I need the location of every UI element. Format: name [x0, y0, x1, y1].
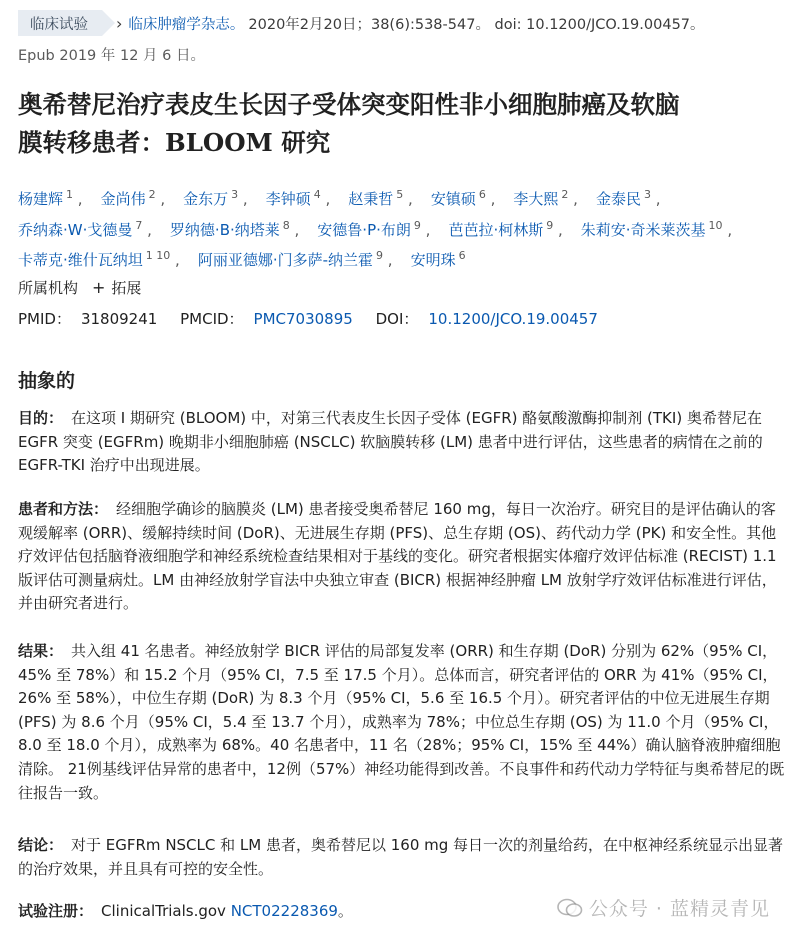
- pmcid-link[interactable]: PMC7030895: [253, 310, 353, 328]
- author-name: 金尚伟: [100, 190, 146, 208]
- author-link[interactable]: [348, 190, 403, 208]
- affiliation-number: 3: [231, 188, 239, 201]
- registration-label: 试验注册：: [18, 902, 94, 920]
- author-name: 卡蒂克·维什瓦纳坦: [18, 251, 143, 269]
- doi-label: DOI：: [375, 310, 419, 328]
- identifier-row: [18, 308, 616, 329]
- affiliation-number: 1 10: [145, 249, 171, 262]
- author-name: 朱莉安·奇米莱茨基: [580, 220, 706, 239]
- author-separator: ,: [142, 220, 152, 239]
- author-name: 杨建辉: [18, 190, 64, 208]
- author-link[interactable]: [101, 190, 156, 208]
- plus-icon: +: [92, 278, 106, 297]
- author-separator: ,: [650, 190, 661, 208]
- author-separator: ,: [73, 190, 83, 208]
- affiliation-number: 6: [458, 249, 466, 262]
- citation-header: [18, 10, 790, 36]
- author-separator: ,: [289, 220, 300, 239]
- section-label: 结论：: [18, 836, 64, 854]
- author-name: 安镇硕: [430, 190, 476, 208]
- article-type-badge[interactable]: 临床试验: [18, 10, 102, 36]
- title-line: 奥希替尼治疗表皮生长因子受体突变阳性非小细胞肺癌及软脑: [18, 90, 680, 119]
- author-name: 赵秉哲: [348, 190, 394, 208]
- author-separator: ,: [485, 190, 496, 208]
- affiliation-number: 9: [413, 218, 421, 232]
- section-text: 在这项 I 期研究 (BLOOM) 中，对第三代表皮生长因子受体 (EGFR) 酪氨酸激酶抑制剂 (TKI) 奥希替尼在 EGFR 突变 (EGFRm) 晚期非小细胞肺癌 (NSCLC) 软脑膜转移 (LM) 患者中进行评估，这些患者的病情在之前的 EGFR-TKI 治疗中出现进展。: [18, 409, 763, 475]
- author-separator: ,: [383, 251, 393, 269]
- affiliation-number: 9: [546, 218, 554, 232]
- author-link[interactable]: [317, 218, 421, 239]
- author-list: [18, 182, 788, 274]
- author-link[interactable]: [183, 190, 238, 208]
- author-link[interactable]: [198, 251, 383, 269]
- author-name: 金东万: [183, 190, 229, 208]
- registration-tail: 。: [337, 902, 353, 920]
- affiliation-number: 3: [643, 188, 651, 201]
- journal-link[interactable]: 临床肿瘤学杂志。: [128, 16, 245, 33]
- author-name: 罗纳德·B·纳塔莱: [169, 220, 280, 239]
- abstract-methods: [18, 498, 788, 616]
- citation-line: [116, 13, 705, 34]
- author-separator: ,: [420, 220, 431, 239]
- section-label: 目的：: [18, 409, 64, 427]
- nct-link[interactable]: NCT02228369: [230, 902, 338, 920]
- affiliation-number: 6: [478, 188, 486, 201]
- author-name: 安明珠: [410, 251, 456, 269]
- author-name: 芭芭拉·柯林斯: [448, 220, 544, 239]
- author-link[interactable]: [18, 190, 73, 208]
- expand-label: 拓展: [111, 279, 142, 297]
- section-text: 共入组 41 名患者。神经放射学 BICR 评估的局部复发率 (ORR) 和生存期 (DoR) 分别为 62%（95% CI，45% 至 78%）和 15.2 个月（95% CI，7.5 至 17.5 个月）。总体而言，研究者评估的 ORR 为 41%（95% CI，26% 至 58%），中位生存期 (DoR) 为 8.3 个月（95% CI，5.6 至 16.5 个月）。研究者评估的中位无进展生存期 (PFS) 为 8.6 个月（95% CI，5.4 至 13.7 个月），成熟率为 78%；中位总生存期 (OS) 为 11.0 个月（95% CI，8.0 至 18.0 个月），成熟率为 68%。40 名患者中，11 名（28%；95% CI，15% 至 44%）确认脑脊液肿瘤细胞清除。 21例基线评估异常的患者中，12例（57%）神经功能得到改善。不良事件和药代动力学特征与奥希替尼的既往报告一致。: [18, 642, 785, 802]
- affiliation-number: 4: [313, 188, 321, 201]
- chevron-right-icon: ›: [116, 13, 123, 33]
- section-label: 结果：: [18, 642, 64, 660]
- author-name: 乔纳森·W·戈德曼: [18, 220, 133, 239]
- author-name: 金泰民: [595, 190, 641, 208]
- affiliations-label: 所属机构: [18, 279, 79, 297]
- affiliation-number: 5: [396, 188, 404, 201]
- citation-text: 2020年2月20日；38(6):538-547。 doi: 10.1200/JCO.19.00457。: [248, 16, 705, 33]
- author-name: 安德鲁·P·布朗: [317, 220, 411, 239]
- registration-text: ClinicalTrials.gov: [101, 902, 226, 920]
- affiliation-number: 9: [376, 249, 384, 262]
- author-separator: ,: [722, 220, 733, 239]
- author-link[interactable]: [169, 218, 290, 239]
- pmid-label: PMID：: [18, 310, 71, 328]
- affiliation-number: 2: [148, 188, 156, 201]
- author-separator: ,: [170, 251, 180, 269]
- affiliation-number: 8: [282, 218, 290, 232]
- author-link[interactable]: [596, 190, 651, 208]
- author-separator: ,: [568, 190, 578, 208]
- section-text: 对于 EGFRm NSCLC 和 LM 患者，奥希替尼以 160 mg 每日一次的剂量给药，在中枢神经系统显示出显著的治疗效果，并且具有可控的安全性。: [18, 836, 784, 878]
- epub-date: Epub 2019 年 12 月 6 日。: [18, 48, 205, 64]
- abstract-results: [18, 640, 788, 805]
- abstract-heading: 抽象的: [18, 370, 76, 392]
- section-label: 患者和方法：: [18, 500, 109, 518]
- author-link[interactable]: [411, 251, 466, 269]
- abstract-objective: [18, 407, 788, 478]
- affiliation-number: 10: [708, 218, 723, 232]
- author-separator: ,: [553, 220, 563, 239]
- title-line: 膜转移患者：BLOOM 研究: [18, 128, 331, 157]
- author-link[interactable]: [513, 190, 568, 208]
- article-title: [18, 86, 788, 162]
- author-link[interactable]: [18, 251, 170, 269]
- author-link[interactable]: [266, 190, 321, 208]
- author-separator: ,: [238, 190, 248, 208]
- author-name: 阿丽亚德娜·门多萨-纳兰霍: [197, 251, 374, 269]
- watermark: [557, 894, 770, 921]
- section-text: 经细胞学确诊的脑膜炎 (LM) 患者接受奥希替尼 160 mg，每日一次治疗。研究目的是评估确认的客观缓解率 (ORR)、缓解持续时间 (DoR)、无进展生存期 (PFS)、总生存期 (OS)、药代动力学 (PK) 和安全性。其他疗效评估包括脑脊液细胞学和神经系统检查结果相对于基线的变化。研究者根据实体瘤疗效评估标准 (RECIST) 1.1 版评估可测量病灶。LM 由神经放射学盲法中央独立审查 (BICR) 根据神经肿瘤 LM 放射学疗效评估标准进行评估，并由研究者进行。: [18, 500, 777, 613]
- abstract-conclusion: [18, 834, 788, 881]
- author-link[interactable]: [580, 218, 723, 239]
- author-name: 李大熙: [513, 190, 559, 208]
- affiliation-number: 1: [66, 188, 74, 201]
- author-separator: ,: [320, 190, 331, 208]
- author-link[interactable]: [431, 190, 486, 208]
- watermark-text: 公众号 · 蓝精灵青见: [588, 898, 770, 920]
- wechat-icon: [557, 898, 583, 918]
- author-link[interactable]: [18, 218, 143, 239]
- author-link[interactable]: [448, 218, 554, 239]
- author-separator: ,: [403, 190, 413, 208]
- author-separator: ,: [155, 190, 166, 208]
- affiliation-number: 7: [135, 218, 143, 232]
- author-name: 李钟硕: [265, 190, 311, 208]
- affiliations-toggle[interactable]: [18, 277, 141, 298]
- pmid-value: 31809241: [80, 310, 158, 328]
- doi-link[interactable]: 10.1200/JCO.19.00457: [428, 310, 598, 328]
- pmcid-label: PMCID：: [180, 310, 244, 328]
- affiliation-number: 2: [561, 188, 569, 201]
